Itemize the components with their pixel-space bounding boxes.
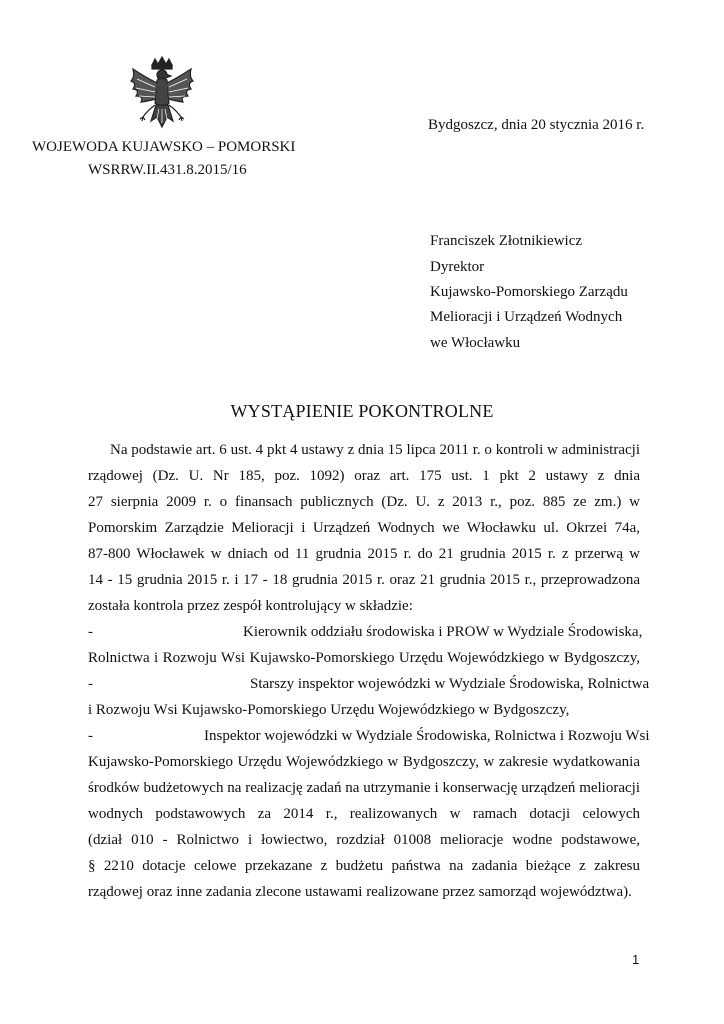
document-title: WYSTĄPIENIE POKONTROLNE bbox=[230, 401, 494, 421]
body-line: 27 sierpnia 2009 r. o finansach publicznych (Dz. U. z 2013 r., poz. 885 ze zm.) w bbox=[88, 494, 640, 510]
body-line: (dział 010 - Rolnictwo i łowiectwo, rozdział 01008 melioracje wodne podstawowe, bbox=[88, 832, 640, 848]
body-line: środków budżetowych na realizację zadań na utrzymanie i konserwację urządzeń melioracji bbox=[88, 780, 640, 796]
body-line: Na podstawie art. 6 ust. 4 pkt 4 ustawy z dnia 15 lipca 2011 r. o kontroli w administracji bbox=[110, 442, 640, 458]
body-line: Inspektor wojewódzki w Wydziale Środowiska, Rolnictwa i Rozwoju Wsi bbox=[204, 728, 650, 744]
body-line: Starszy inspektor wojewódzki w Wydziale Środowiska, Rolnictwa bbox=[250, 676, 650, 692]
body-line: § 2210 dotacje celowe przekazane z budżetu państwa na zadania bieżące z zakresu bbox=[88, 858, 640, 874]
place-date: Bydgoszcz, dnia 20 stycznia 2016 r. bbox=[428, 117, 645, 133]
body-line: 87-800 Włocławek w dniach od 11 grudnia 2015 r. do 21 grudnia 2015 r. z przerwą w bbox=[88, 546, 640, 562]
body-line: Pomorskim Zarządzie Melioracji i Urządzeń Wodnych we Włocławku ul. Okrzei 74a, bbox=[88, 520, 640, 536]
body-line: Rolnictwa i Rozwoju Wsi Kujawsko-Pomorskiego Urzędu Wojewódzkiego w Bydgoszczy, bbox=[88, 650, 640, 666]
addressee-institution-line-2: Melioracji i Urządzeń Wodnych bbox=[430, 309, 623, 325]
eagle-emblem-icon bbox=[127, 55, 197, 135]
body-line: Kujawsko-Pomorskiego Urzędu Wojewódzkiego w Bydgoszczy, w zakresie wydatkowania bbox=[88, 754, 640, 770]
addressee-institution-line-1: Kujawsko-Pomorskiego Zarządu bbox=[430, 284, 628, 300]
addressee-name: Franciszek Złotnikiewicz bbox=[430, 233, 583, 249]
body-line: i Rozwoju Wsi Kujawsko-Pomorskiego Urzędu Wojewódzkiego w Bydgoszczy, bbox=[88, 702, 570, 718]
body-line: została kontrola przez zespół kontrolujący w składzie: bbox=[88, 598, 413, 614]
addressee-city: we Włocławku bbox=[430, 335, 521, 351]
reference-number: WSRRW.II.431.8.2015/16 bbox=[88, 162, 247, 178]
addressee-position: Dyrektor bbox=[430, 259, 485, 275]
body-line: wodnych podstawowych za 2014 r., realizowanych w ramach dotacji celowych bbox=[88, 806, 640, 822]
list-item bbox=[88, 674, 650, 694]
body-line: 14 - 15 grudnia 2015 r. i 17 - 18 grudnia 2015 r. oraz 21 grudnia 2015 r., przeprowadzona bbox=[88, 572, 640, 588]
body-line: Kierownik oddziału środowiska i PROW w Wydziale Środowiska, bbox=[243, 624, 643, 640]
page-number: 1 bbox=[632, 952, 640, 967]
list-dash: - bbox=[88, 676, 93, 692]
authority-name: WOJEWODA KUJAWSKO – POMORSKI bbox=[32, 139, 296, 155]
list-dash: - bbox=[88, 728, 93, 744]
list-item bbox=[88, 726, 650, 746]
list-dash: - bbox=[88, 624, 93, 640]
list-item bbox=[88, 622, 643, 642]
body-line: rządowej (Dz. U. Nr 185, poz. 1092) oraz art. 175 ust. 1 pkt 2 ustawy z dnia bbox=[88, 468, 640, 484]
body-line: rządowej oraz inne zadania zlecone ustawami realizowane przez samorząd województwa). bbox=[88, 884, 632, 900]
